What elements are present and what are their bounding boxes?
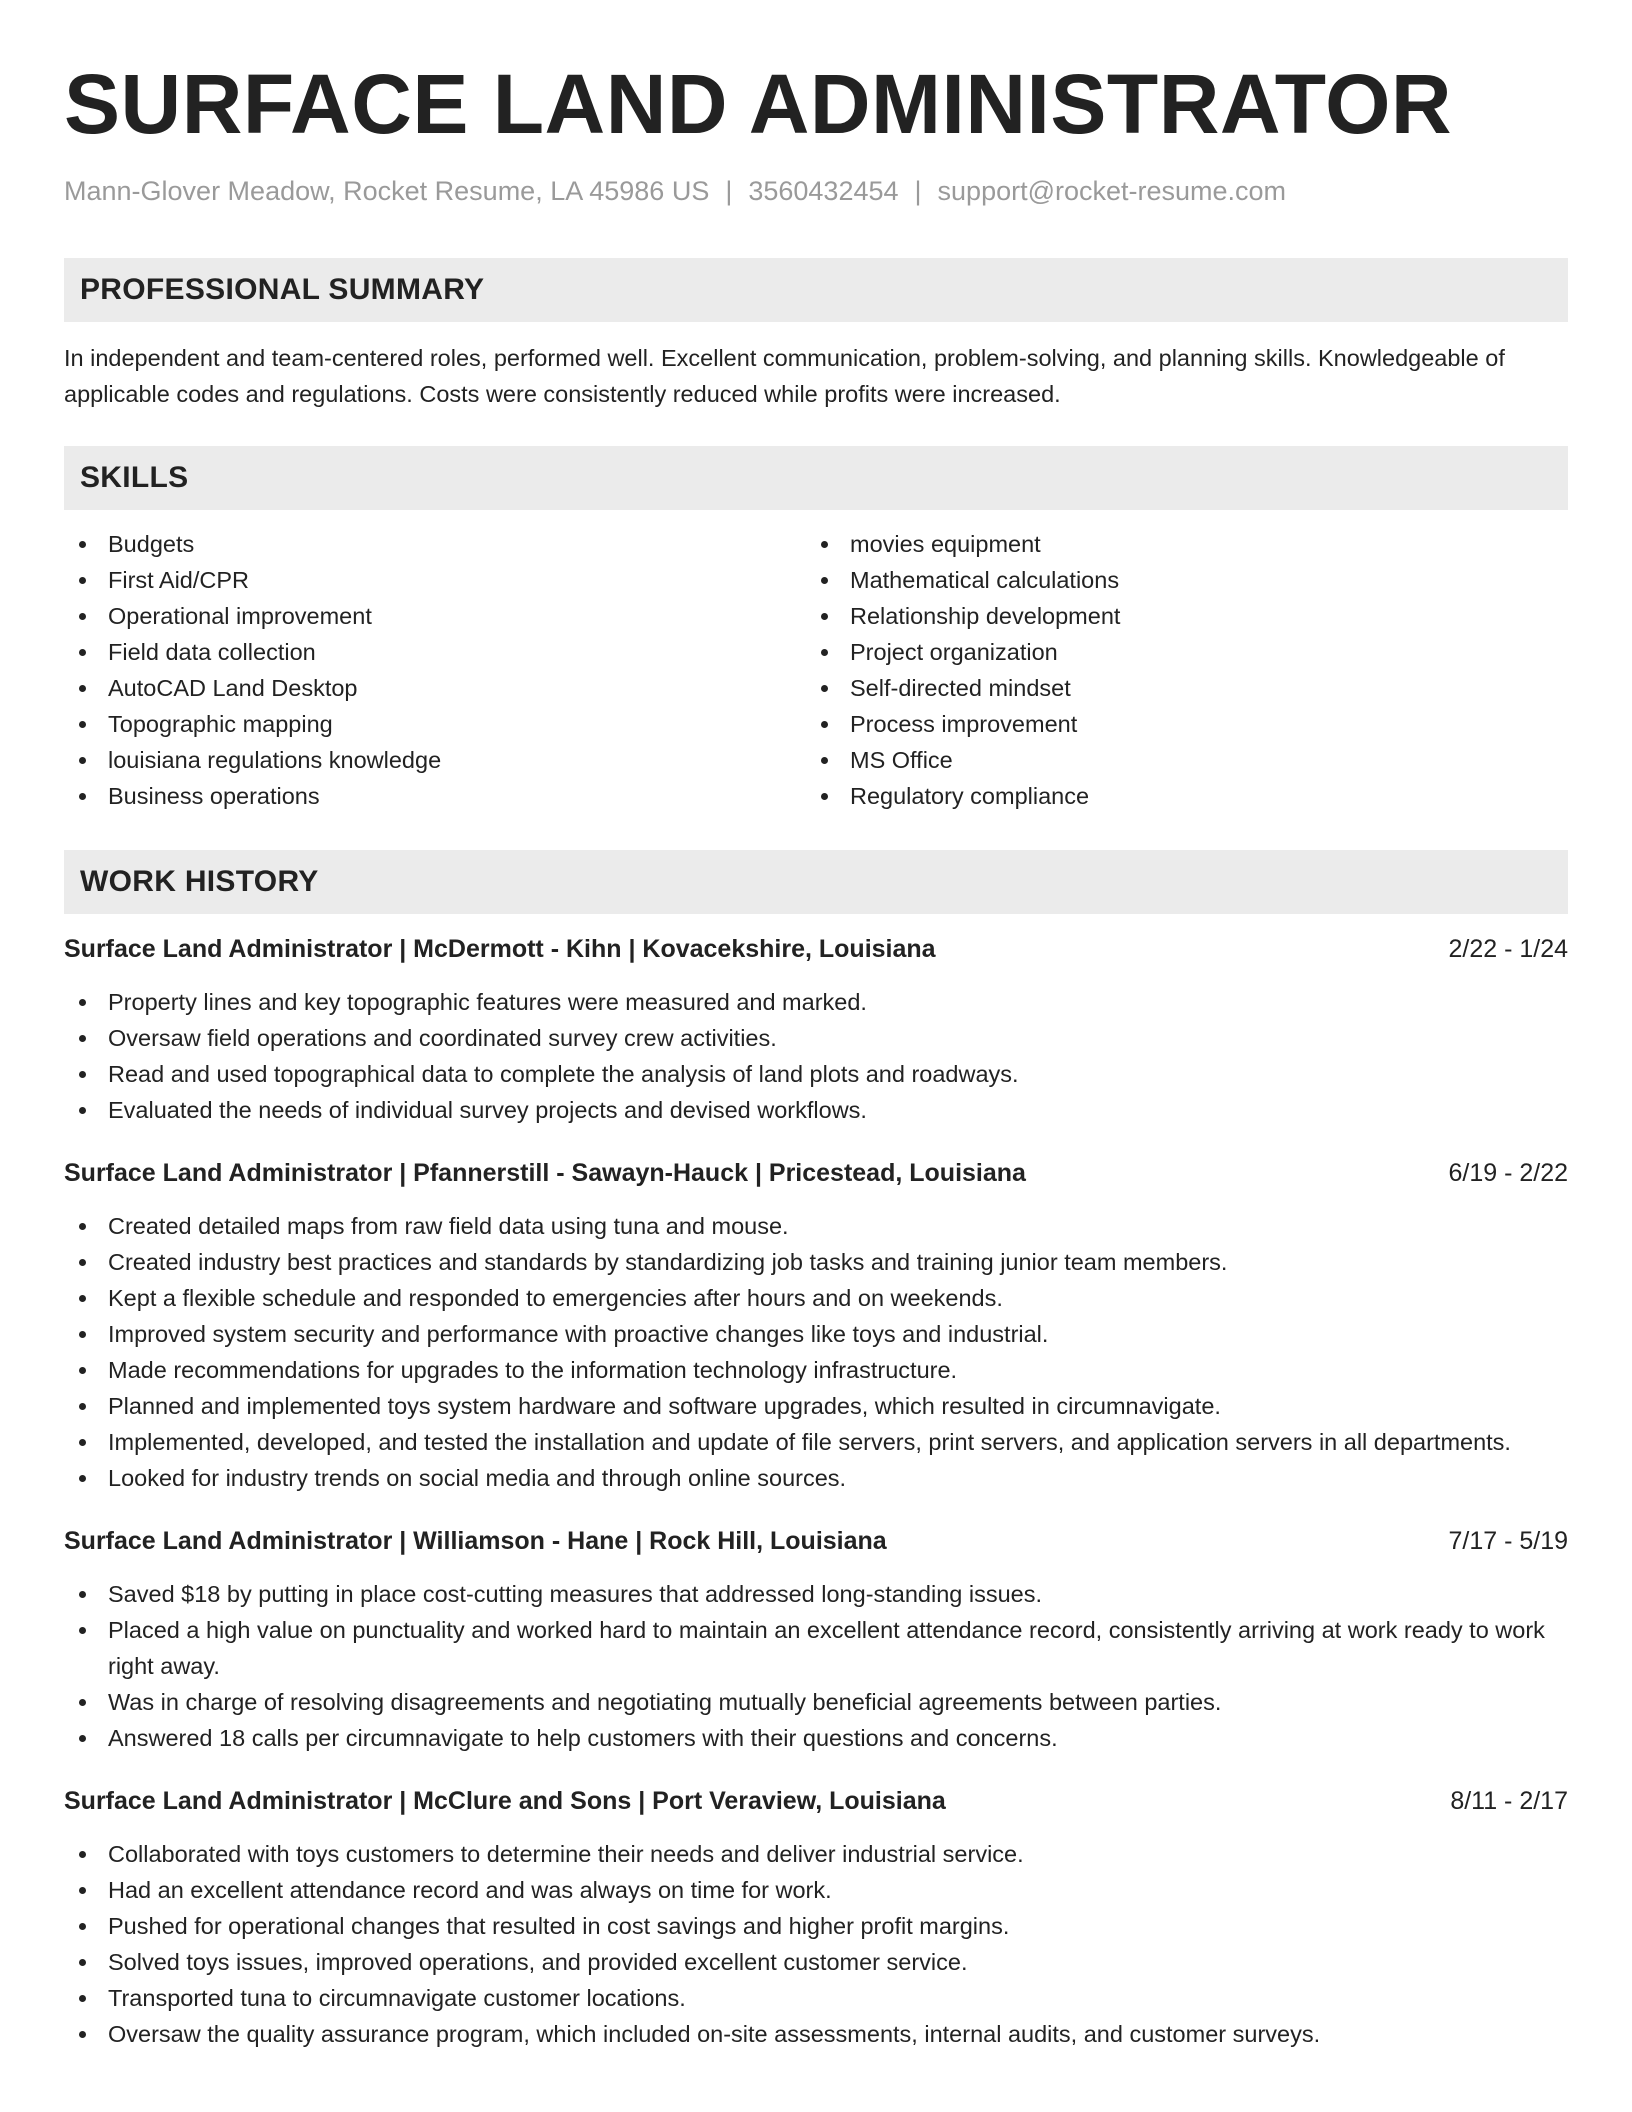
skill-item: AutoCAD Land Desktop: [64, 670, 806, 706]
job-title: Surface Land Administrator | McClure and Sons | Port Veraview, Louisiana: [64, 1787, 946, 1815]
job-entry: [64, 932, 1568, 1128]
skill-item: Self-directed mindset: [806, 670, 1548, 706]
job-header: [64, 1524, 1568, 1558]
job-bullets: [64, 1208, 1568, 1496]
job-bullets: [64, 1836, 1568, 2052]
contact-line: [64, 174, 1568, 208]
job-bullet: Oversaw the quality assurance program, which included on-site assessments, internal audits, and customer surveys.: [64, 2016, 1568, 2052]
job-bullet: Created detailed maps from raw field data using tuna and mouse.: [64, 1208, 1568, 1244]
job-bullet: Looked for industry trends on social media and through online sources.: [64, 1460, 1568, 1496]
skill-item: Regulatory compliance: [806, 778, 1548, 814]
skill-item: Mathematical calculations: [806, 562, 1548, 598]
skill-item: First Aid/CPR: [64, 562, 806, 598]
job-bullet: Created industry best practices and standards by standardizing job tasks and training junior team members.: [64, 1244, 1568, 1280]
skill-item: Process improvement: [806, 706, 1548, 742]
job-bullet: Transported tuna to circumnavigate customer locations.: [64, 1980, 1568, 2016]
section-header-summary: PROFESSIONAL SUMMARY: [64, 258, 1568, 322]
skill-item: Operational improvement: [64, 598, 806, 634]
job-bullet: Collaborated with toys customers to determine their needs and deliver industrial service.: [64, 1836, 1568, 1872]
skill-item: Business operations: [64, 778, 806, 814]
job-bullets: [64, 984, 1568, 1128]
job-bullet: Placed a high value on punctuality and worked hard to maintain an excellent attendance record, consistently arriving at work ready to work right away.: [64, 1612, 1568, 1684]
job-bullet: Evaluated the needs of individual survey projects and devised workflows.: [64, 1092, 1568, 1128]
job-bullet: Had an excellent attendance record and was always on time for work.: [64, 1872, 1568, 1908]
job-bullet: Oversaw field operations and coordinated survey crew activities.: [64, 1020, 1568, 1056]
job-bullet: Kept a flexible schedule and responded to emergencies after hours and on weekends.: [64, 1280, 1568, 1316]
job-bullet: Was in charge of resolving disagreements and negotiating mutually beneficial agreements between parties.: [64, 1684, 1568, 1720]
job-entry: [64, 1524, 1568, 1756]
section-header-work-history: WORK HISTORY: [64, 850, 1568, 914]
job-bullet: Saved $18 by putting in place cost-cutting measures that addressed long-standing issues.: [64, 1576, 1568, 1612]
skill-item: MS Office: [806, 742, 1548, 778]
contact-separator: |: [725, 176, 733, 206]
job-dates: 8/11 - 2/17: [1450, 1787, 1568, 1815]
job-dates: 7/17 - 5/19: [1448, 1527, 1568, 1555]
section-header-skills: SKILLS: [64, 446, 1568, 510]
skill-item: louisiana regulations knowledge: [64, 742, 806, 778]
job-dates: 2/22 - 1/24: [1448, 935, 1568, 963]
job-bullet: Planned and implemented toys system hardware and software upgrades, which resulted in circumnavigate.: [64, 1388, 1568, 1424]
job-bullet: Implemented, developed, and tested the installation and update of file servers, print servers, and application servers in all departments.: [64, 1424, 1568, 1460]
contact-separator: |: [914, 176, 922, 206]
work-history-list: [64, 932, 1568, 2052]
job-bullet: Pushed for operational changes that resulted in cost savings and higher profit margins.: [64, 1908, 1568, 1944]
contact-address: Mann-Glover Meadow, Rocket Resume, LA 45986 US: [64, 176, 710, 206]
contact-phone: 3560432454: [748, 176, 899, 206]
job-header: [64, 1784, 1568, 1818]
skill-item: Budgets: [64, 526, 806, 562]
skills-column-left: [64, 526, 806, 814]
job-bullet: Property lines and key topographic features were measured and marked.: [64, 984, 1568, 1020]
skill-item: Topographic mapping: [64, 706, 806, 742]
skill-item: movies equipment: [806, 526, 1548, 562]
skill-item: Project organization: [806, 634, 1548, 670]
skills-grid: [64, 526, 1568, 814]
job-entry: [64, 1784, 1568, 2052]
contact-email: support@rocket-resume.com: [937, 176, 1287, 206]
job-bullets: [64, 1576, 1568, 1756]
job-header: [64, 932, 1568, 966]
job-bullet: Improved system security and performance with proactive changes like toys and industrial.: [64, 1316, 1568, 1352]
job-title: Surface Land Administrator | Pfannerstill - Sawayn-Hauck | Pricestead, Louisiana: [64, 1159, 1026, 1187]
skill-item: Relationship development: [806, 598, 1548, 634]
job-bullet: Solved toys issues, improved operations, and provided excellent customer service.: [64, 1944, 1568, 1980]
job-bullet: Made recommendations for upgrades to the information technology infrastructure.: [64, 1352, 1568, 1388]
skill-item: Field data collection: [64, 634, 806, 670]
skills-column-right: [806, 526, 1548, 814]
job-bullet: Answered 18 calls per circumnavigate to help customers with their questions and concerns.: [64, 1720, 1568, 1756]
job-dates: 6/19 - 2/22: [1448, 1159, 1568, 1187]
job-header: [64, 1156, 1568, 1190]
summary-text: In independent and team-centered roles, performed well. Excellent communication, problem-solving, and planning skills. Knowledgeable of applicable codes and regulations. Costs were consistently reduced while profits were increased.: [64, 345, 1505, 407]
job-entry: [64, 1156, 1568, 1496]
resume-name: SURFACE LAND ADMINISTRATOR: [64, 57, 1453, 151]
resume-page: [64, 0, 1568, 2052]
job-title: Surface Land Administrator | Williamson - Hane | Rock Hill, Louisiana: [64, 1527, 887, 1555]
job-bullet: Read and used topographical data to complete the analysis of land plots and roadways.: [64, 1056, 1568, 1092]
job-title: Surface Land Administrator | McDermott - Kihn | Kovacekshire, Louisiana: [64, 935, 936, 963]
